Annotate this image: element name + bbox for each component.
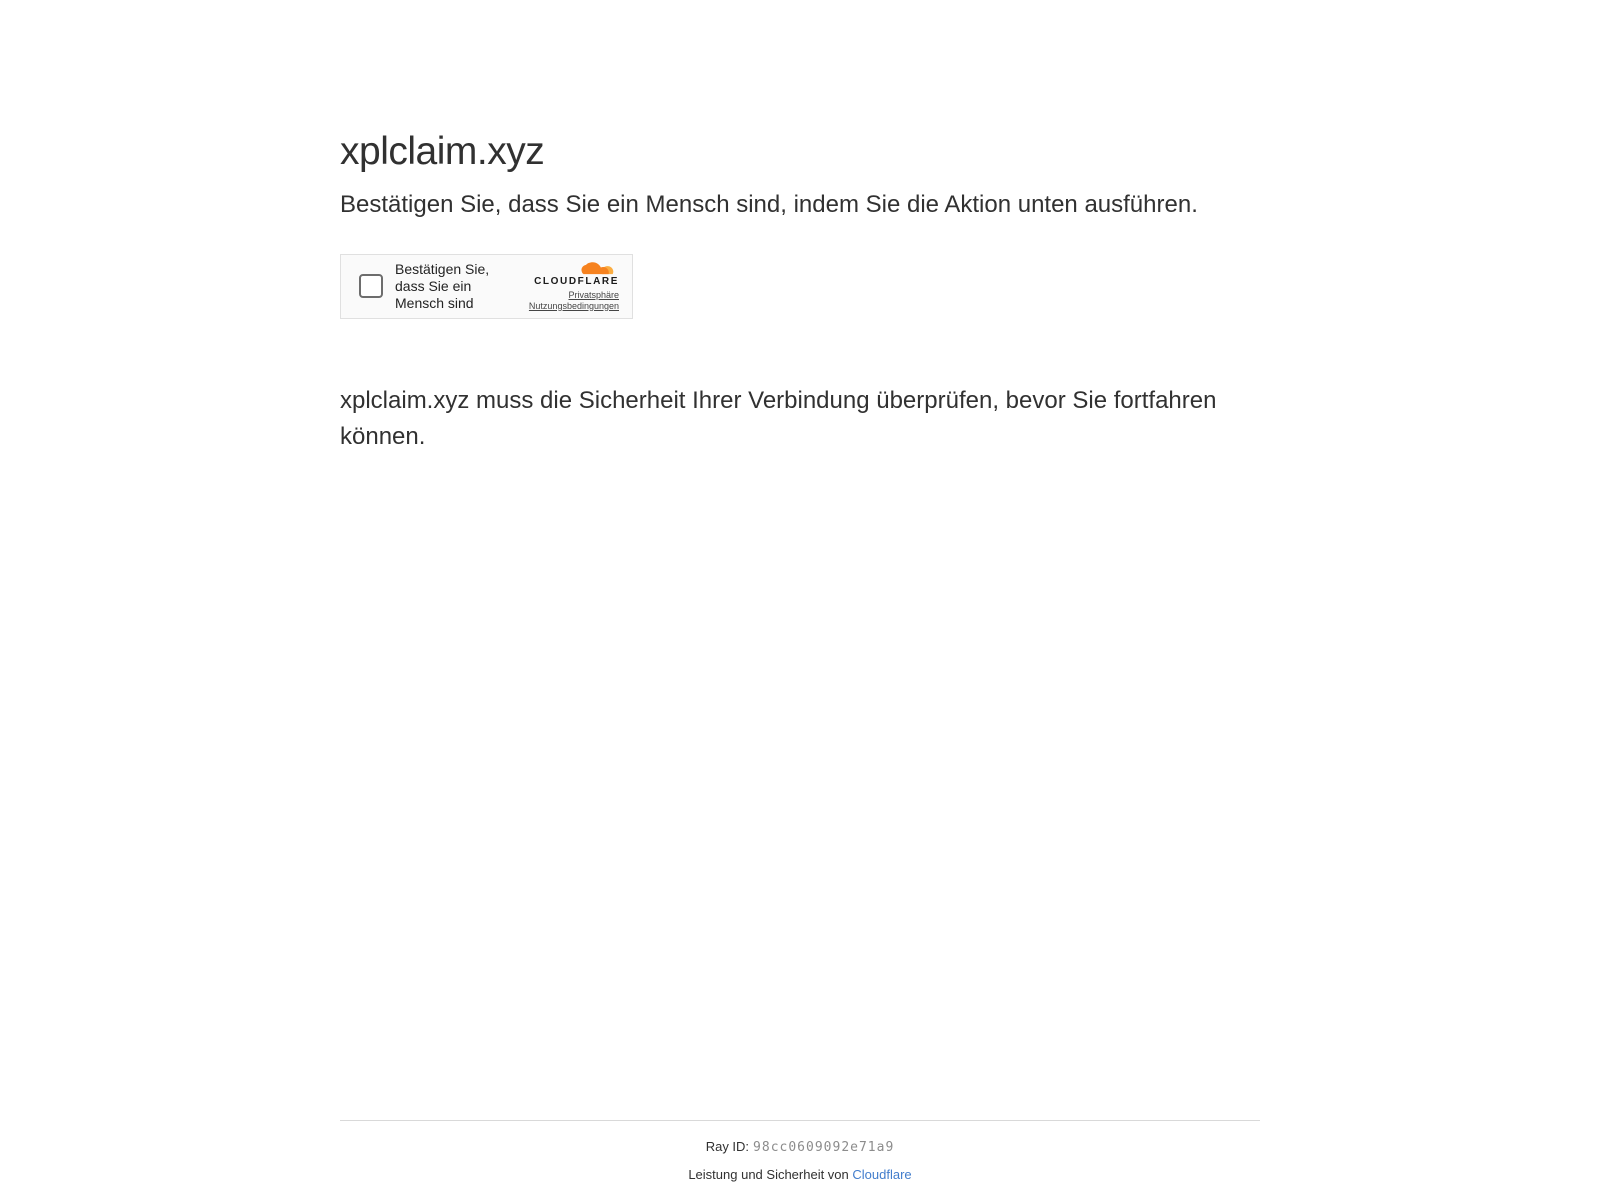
security-check-message: xplclaim.xyz muss die Sicherheit Ihrer Verbindung überprüfen, bevor Sie fortfahren können. — [340, 386, 1217, 450]
verification-control — [359, 261, 521, 312]
cloudflare-logo — [534, 261, 619, 287]
cloudflare-cloud-icon — [581, 261, 615, 277]
terms-link[interactable]: Nutzungsbedingungen — [528, 300, 619, 311]
widget-legal-links — [529, 290, 619, 312]
ray-id-label: Ray ID: — [705, 1139, 750, 1154]
ray-id-line — [340, 1139, 1260, 1156]
cloudflare-wordmark: CLOUDFLARE — [534, 275, 619, 287]
performance-line — [340, 1167, 1260, 1183]
cloudflare-branding — [529, 261, 619, 312]
performance-text: Leistung und Sicherheit von — [688, 1167, 849, 1182]
human-verification-checkbox[interactable] — [359, 274, 383, 298]
page-footer — [340, 1120, 1260, 1200]
ray-id-value: 98cc0609092e71a9 — [753, 1140, 895, 1155]
cloudflare-link[interactable]: Cloudflare — [852, 1167, 912, 1182]
checkbox-label: Bestätigen Sie, dass Sie ein Mensch sind — [395, 260, 490, 311]
page-title: xplclaim.xyz — [340, 130, 545, 173]
main-content — [340, 0, 1260, 1120]
turnstile-widget — [340, 254, 633, 319]
privacy-link[interactable]: Privatsphäre — [568, 289, 619, 300]
challenge-prompt: Bestätigen Sie, dass Sie ein Mensch sind, indem Sie die Aktion unten ausführen. — [340, 190, 1198, 218]
content-column — [340, 0, 1260, 1200]
